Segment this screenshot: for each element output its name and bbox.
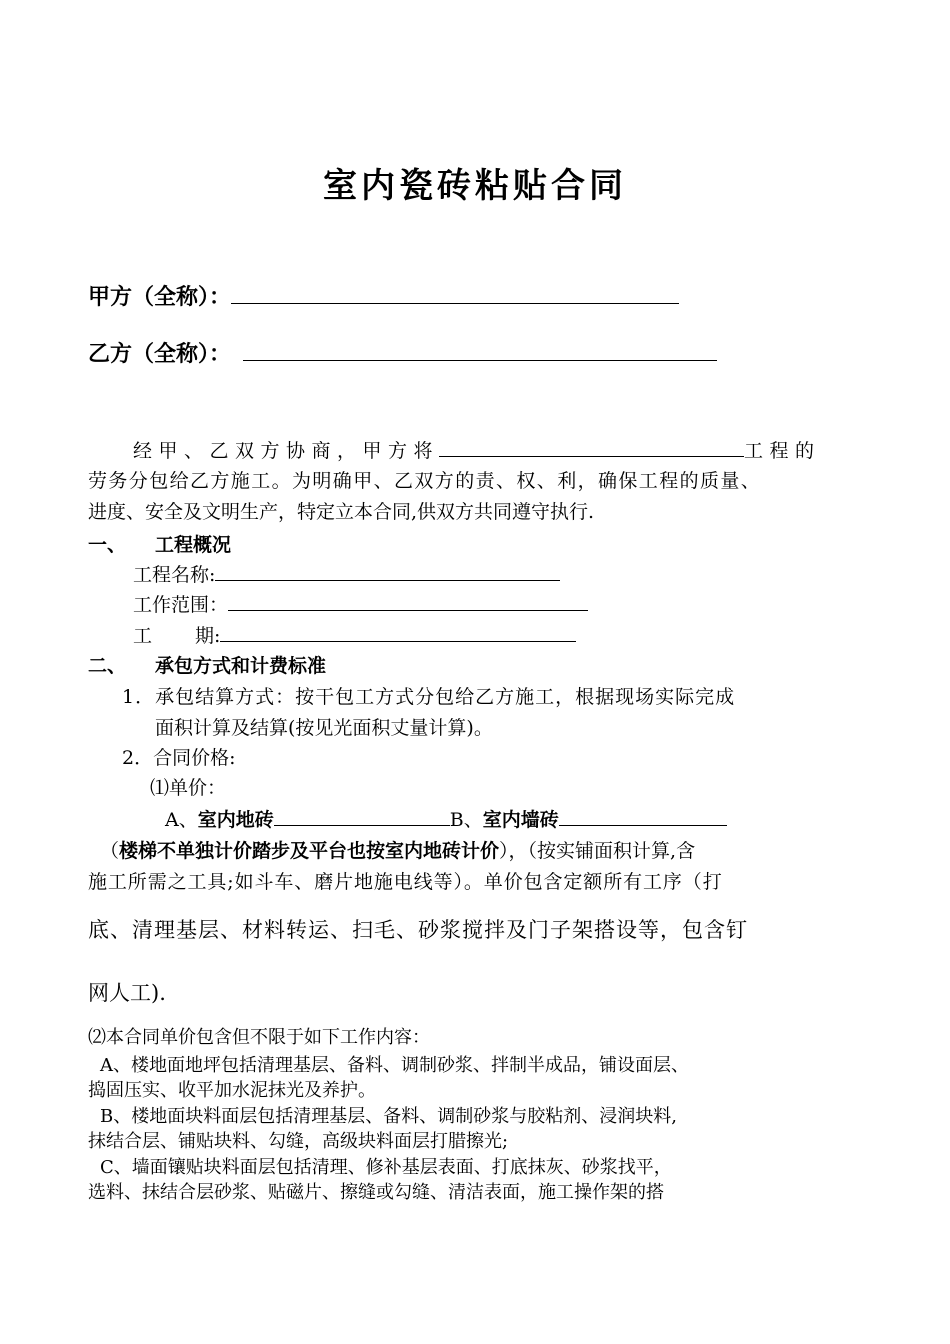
party-a-label: 甲方（全称）： bbox=[88, 285, 232, 310]
project-name-row bbox=[133, 560, 560, 590]
period-row bbox=[133, 621, 576, 651]
scope-a-line-2: 捣固压实、收平加水泥抹光及养护。 bbox=[88, 1080, 376, 1101]
section-2-heading: 承包方式和计费标准 bbox=[155, 655, 327, 677]
period-label: 工 bbox=[133, 625, 153, 647]
price-a-prefix: A、 bbox=[165, 809, 198, 831]
party-a-blank[interactable] bbox=[231, 302, 679, 304]
item-2: 2．合同价格: bbox=[122, 747, 236, 769]
note-bold: 楼梯不单独计价踏步及平台也按室内地砖计价 bbox=[119, 840, 500, 862]
note-line-1 bbox=[100, 836, 695, 866]
price-a-label: 室内地砖 bbox=[197, 809, 274, 831]
page-title: 室内瓷砖粘贴合同 bbox=[323, 166, 627, 206]
period-blank[interactable] bbox=[220, 640, 576, 642]
party-b-label: 乙方（全称）： bbox=[88, 342, 232, 367]
unit-price-label: ⑴单价： bbox=[150, 777, 227, 799]
party-b-blank[interactable] bbox=[243, 359, 717, 361]
project-name-label: 工程名称: bbox=[133, 564, 216, 586]
intro-line-3: 进度、安全及文明生产，特定立本合同,供双方共同遵守执行. bbox=[88, 501, 595, 523]
intro-text: 经甲、乙双方协商，甲方将 bbox=[133, 440, 440, 462]
note-line-3: 底、清理基层、材料转运、扫毛、砂浆搅拌及门子架搭设等，包含钉 bbox=[88, 918, 748, 942]
scope-c-line-1: C、墙面镶贴块料面层包括清理、修补基层表面、打底抹灰、砂浆找平， bbox=[100, 1157, 672, 1178]
scope-title: ⑵本合同单价包含但不限于如下工作内容： bbox=[88, 1027, 430, 1048]
work-scope-blank[interactable] bbox=[228, 609, 588, 611]
section-1-number: 一、 bbox=[88, 534, 127, 556]
note-line-2: 施工所需之工具;如斗车、磨片地施电线等）。单价包含定额所有工序（打 bbox=[88, 871, 723, 893]
period-label: 期: bbox=[195, 625, 221, 647]
price-b-prefix: B、 bbox=[449, 809, 483, 831]
note-line-4: 网人工). bbox=[88, 981, 166, 1005]
party-b-line bbox=[88, 337, 717, 368]
intro-line-1 bbox=[133, 436, 821, 466]
note-text: （ bbox=[100, 840, 120, 862]
party-a-line bbox=[88, 280, 679, 311]
scope-c-line-2: 选料、抹结合层砂浆、贴磁片、擦缝或勾缝、清洁表面，施工操作架的搭 bbox=[88, 1182, 664, 1203]
section-1-heading: 工程概况 bbox=[155, 534, 232, 556]
scope-a-line-1: A、楼地面地坪包括清理基层、备料、调制砂浆、拌制半成品，铺设面层、 bbox=[100, 1055, 689, 1076]
scope-b-line-1: B、楼地面块料面层包括清理基层、备料、调制砂浆与胶粘剂、浸润块料, bbox=[100, 1106, 677, 1127]
scope-b-line-2: 抹结合层、铺贴块料、勾缝，高级块料面层打腊擦光; bbox=[88, 1131, 509, 1152]
item-1-line-2: 面积计算及结算(按见光面积丈量计算)。 bbox=[155, 717, 493, 739]
work-scope-row bbox=[133, 590, 588, 620]
price-b-label: 室内墙砖 bbox=[482, 809, 559, 831]
price-b-blank[interactable] bbox=[559, 824, 727, 826]
intro-line-2: 劳务分包给乙方施工。为明确甲、乙双方的责、权、利，确保工程的质量、 bbox=[88, 470, 762, 492]
item-1-line-1: 1．承包结算方式：按干包工方式分包给乙方施工，根据现场实际完成 bbox=[122, 686, 736, 708]
price-row bbox=[165, 805, 727, 835]
intro-text: 工程的 bbox=[744, 440, 821, 462]
price-a-blank[interactable] bbox=[274, 824, 450, 826]
project-blank[interactable] bbox=[439, 455, 744, 457]
work-scope-label: 工作范围： bbox=[133, 594, 229, 616]
section-2-number: 二、 bbox=[88, 655, 127, 677]
project-name-blank[interactable] bbox=[215, 579, 560, 581]
note-text: ），（按实铺面积计算,含 bbox=[499, 840, 696, 862]
